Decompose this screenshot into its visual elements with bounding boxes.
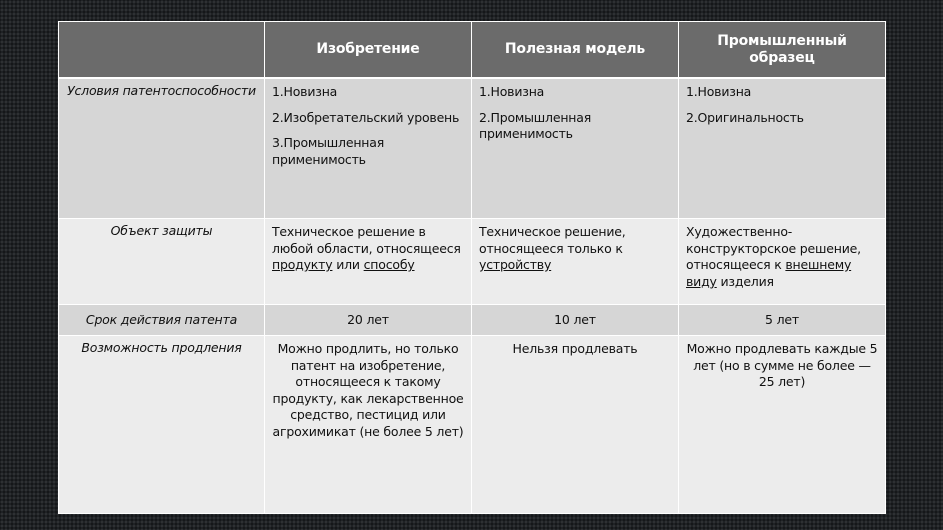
header-industrial-design: Промышленный образец xyxy=(679,22,886,79)
condition-item: 1.Новизна xyxy=(686,84,752,99)
row-conditions xyxy=(59,78,886,219)
row-label-extension: Возможность продления xyxy=(59,336,265,514)
header-invention: Изобретение xyxy=(265,22,472,79)
header-row xyxy=(59,22,886,79)
cell-conditions-invention xyxy=(265,78,472,219)
condition-item: 3.Промышленная применимость xyxy=(272,135,385,167)
object-link-method: способу xyxy=(363,257,415,272)
comparison-table xyxy=(58,21,886,514)
header-empty xyxy=(59,22,265,79)
cell-extension-invention: Можно продлить, но только патент на изобретение, относящееся к такому продукту, как лекарственное средство, пестицид или агрохимикат (не более 5 лет) xyxy=(265,336,472,514)
row-label-object: Объект защиты xyxy=(59,219,265,305)
object-link-appearance: внешнему виду xyxy=(686,257,852,289)
row-label-term: Срок действия патента xyxy=(59,305,265,336)
cell-object-invention xyxy=(265,219,472,305)
row-extension xyxy=(59,336,886,514)
condition-item: 2.Промышленная применимость xyxy=(479,109,592,141)
object-text: Художественно-конструкторское решение, относящееся к xyxy=(686,224,861,272)
row-object xyxy=(59,219,886,305)
cell-extension-utility-model: Нельзя продлевать xyxy=(472,336,679,514)
object-text: изделия xyxy=(716,273,774,289)
cell-extension-design: Можно продлевать каждые 5 лет (но в сумме не более — 25 лет) xyxy=(679,336,886,514)
cell-conditions-design xyxy=(679,78,886,219)
cell-conditions-utility-model xyxy=(472,78,679,219)
object-text: Техническое решение, относящееся только к xyxy=(479,224,626,256)
header-utility-model: Полезная модель xyxy=(472,22,679,79)
object-text: Техническое решение в любой области, относящееся xyxy=(272,224,461,256)
object-link-product: продукту xyxy=(272,257,333,272)
condition-item: 1.Новизна xyxy=(272,84,338,99)
object-link-device: устройству xyxy=(479,257,552,272)
cell-object-design xyxy=(679,219,886,305)
condition-item: 2.Изобретательский уровень xyxy=(272,109,460,125)
cell-object-utility-model xyxy=(472,219,679,305)
cell-term-invention: 20 лет xyxy=(265,305,472,336)
row-label-conditions: Условия патентоспособности xyxy=(59,78,265,219)
object-text: или xyxy=(332,257,364,272)
cell-term-utility-model: 10 лет xyxy=(472,305,679,336)
row-term xyxy=(59,305,886,336)
condition-item: 1.Новизна xyxy=(479,84,545,99)
cell-term-design: 5 лет xyxy=(679,305,886,336)
condition-item: 2.Оригинальность xyxy=(686,109,804,125)
